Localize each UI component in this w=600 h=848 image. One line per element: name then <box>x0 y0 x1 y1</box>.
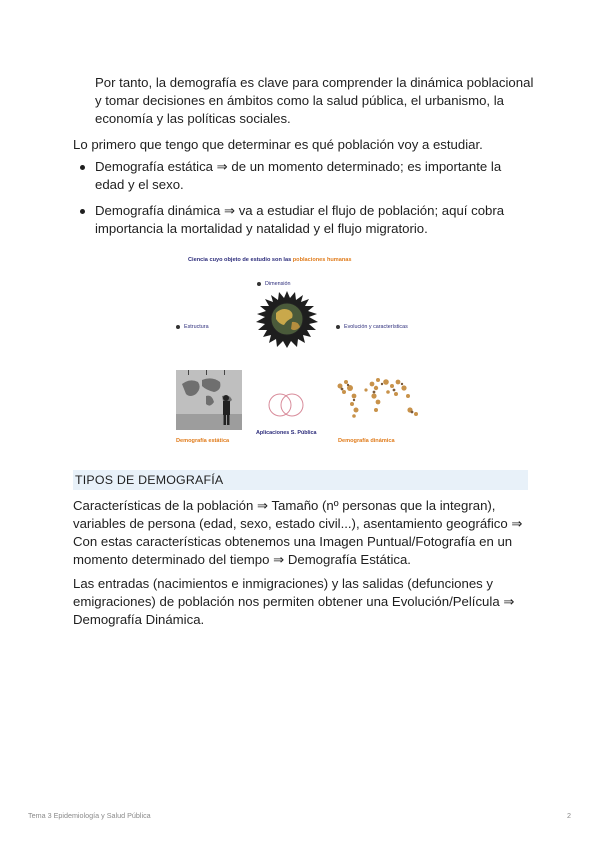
dynamic-demography-label: Demografía dinámica <box>338 438 395 444</box>
bullet-icon <box>336 325 340 329</box>
world-map-man-image <box>176 370 242 430</box>
section-heading: TIPOS DE DEMOGRAFÍA <box>73 470 528 490</box>
list-item <box>73 158 533 194</box>
people-world-map-image <box>330 372 424 432</box>
footer-title: Tema 3 Epidemiología y Salud Pública <box>28 811 151 820</box>
bullet-icon <box>80 165 85 170</box>
evolution-label: Evolución y características <box>336 324 408 330</box>
dimension-label: Dimensión <box>257 281 290 287</box>
globe-crowd-image <box>254 289 320 349</box>
applications-label: Aplicaciones S. Pública <box>256 430 317 436</box>
static-demography-label: Demografía estática <box>176 438 230 444</box>
intro-paragraph: Lo primero que tengo que determinar es qué población voy a estudiar. <box>73 137 483 152</box>
bullet-icon <box>257 282 261 286</box>
body-paragraph: Características de la población ⇒ Tamaño (nº personas que la integran), variables de persona (edad, sexo, estado civil...), asentamiento geográfico ⇒ Con estas características obtenemos una Imagen Puntual/Fotografía en un momento determinado del tiempo ⇒ Demografía Estática. <box>73 498 523 567</box>
figure-title-highlight: poblaciones humanas <box>292 257 352 263</box>
body-paragraph: Las entradas (nacimientos e inmigraciones) y las salidas (defunciones y emigraciones) de población nos permiten obtener una Evolución/Película ⇒ Demografía Dinámica. <box>73 576 515 627</box>
page-number: 2 <box>567 811 571 820</box>
venn-diagram-icon <box>262 390 310 420</box>
indented-paragraph: Por tanto, la demografía es clave para comprender la dinámica poblacional y tomar decisiones en ámbitos como la salud pública, el urbanismo, la economía y las políticas sociales. <box>95 75 534 126</box>
bullet-text: Demografía dinámica ⇒ va a estudiar el flujo de población; aquí cobra importancia la mortalidad y natalidad y el flujo migratorio. <box>95 203 505 236</box>
bullet-icon <box>80 209 85 214</box>
figure-title: Ciencia cuyo objeto de estudio son las poblaciones humanas <box>188 257 352 263</box>
structure-label: Estructura <box>176 324 209 330</box>
bullet-list <box>73 158 533 246</box>
bullet-icon <box>176 325 180 329</box>
bullet-text: Demografía estática ⇒ de un momento determinado; es importante la edad y el sexo. <box>95 159 502 192</box>
list-item <box>73 202 533 238</box>
demography-figure <box>170 254 435 452</box>
